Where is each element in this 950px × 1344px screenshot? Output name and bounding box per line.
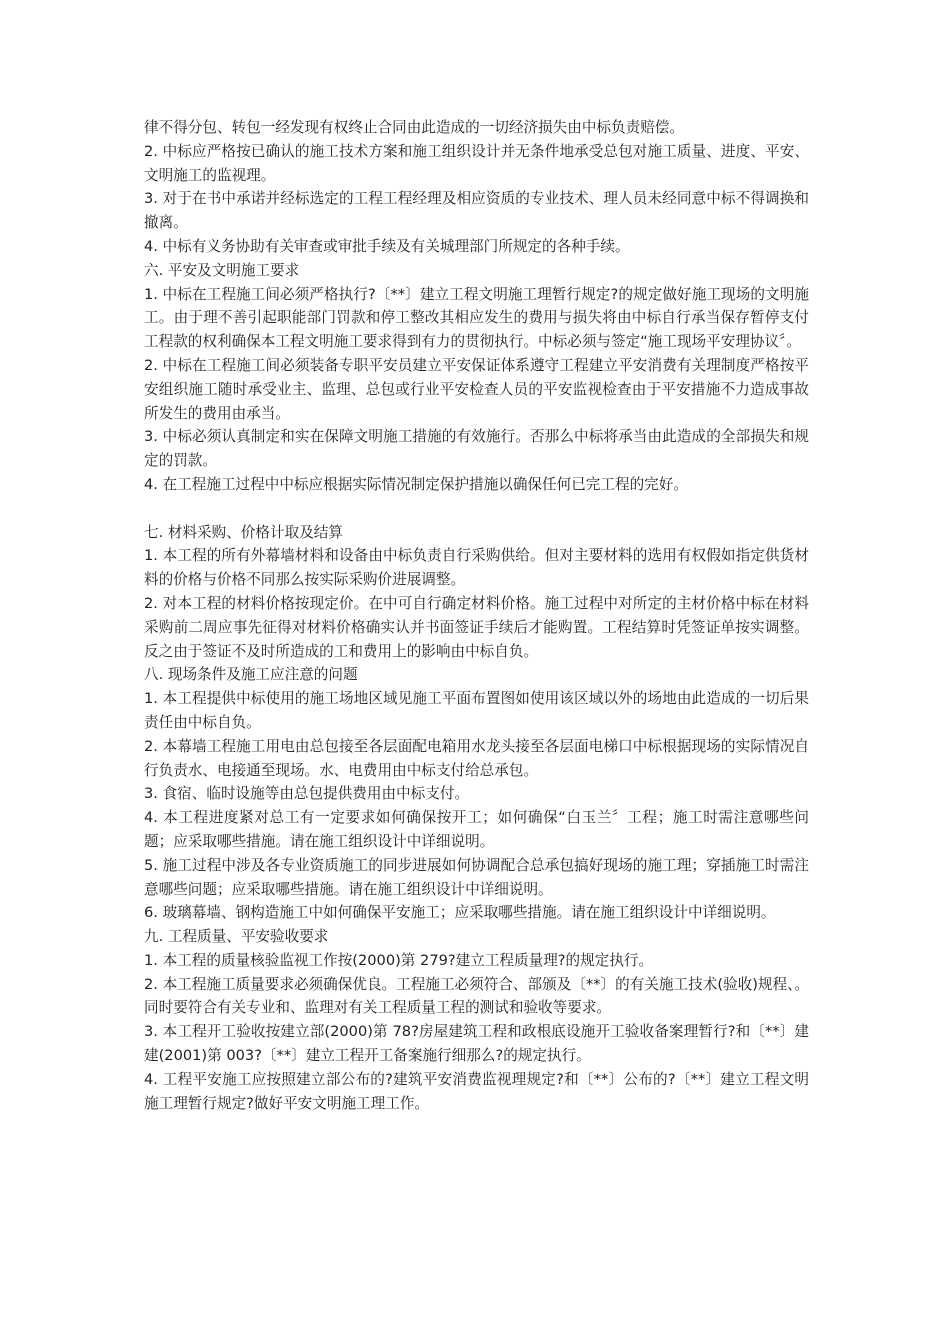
paragraph: 2. 中标应严格按已确认的施工技术方案和施工组织设计并无条件地承受总包对施工质量、进度、平安、文明施工的监视理。 [144,142,809,184]
paragraph: 1. 中标在工程施工间必须严格执行?〔**〕建立工程文明施工理暂行规定?的规定做好施工现场的文明施工。由于理不善引起职能部门罚款和停工整改其相应发生的费用与损失将由中标自行承当保存暂停支付工程款的权利确保本工程文明施工要求得到有力的贯彻执行。中标必须与签定“施工现场平安理协议〞。 [144,285,809,351]
paragraph: 6. 玻璃幕墙、钢构造施工中如何确保平安施工；应采取哪些措施。请在施工组织设计中详细说明。 [144,904,776,922]
paragraph: 4. 中标有义务协助有关审查或审批手续及有关城理部门所规定的各种手续。 [144,237,630,255]
paragraph: 2. 本工程施工质量要求必须确保优良。工程施工必须符合、部颁及〔**〕的有关施工技术(验收)规程、。同时要符合有关专业和、监理对有关工程质量工程的测试和验收等要求。 [144,975,809,1017]
paragraph: 3. 对于在书中承诺并经标选定的工程工程经理及相应资质的专业技术、理人员未经同意中标不得调换和撤离。 [144,190,809,232]
section-heading: 七. 材料采购、价格计取及结算 [144,523,343,541]
paragraph: 3. 食宿、临时设施等由总包提供费用由中标支付。 [144,785,470,803]
paragraph: 1. 本工程的质量核验监视工作按(2000)第 279?建立工程质量理?的规定执行。 [144,951,654,969]
paragraph: 5. 施工过程中涉及各专业资质施工的同步进展如何协调配合总承包搞好现场的施工理；穿插施工时需注意哪些问题；应采取哪些措施。请在施工组织设计中详细说明。 [144,856,809,898]
section-heading: 八. 现场条件及施工应注意的问题 [144,666,358,684]
paragraph: 4. 工程平安施工应按照建立部公布的?建筑平安消费监视理规定?和〔**〕公布的?〔**〕建立工程文明施工理暂行规定?做好平安文明施工理工作。 [144,1070,809,1112]
paragraph: 2. 本幕墙工程施工用电由总包接至各层面配电箱用水龙头接至各层面电梯口中标根据现场的实际情况自行负责水、电接通至现场。水、电费用由中标支付给总承包。 [144,737,809,779]
section-heading: 六. 平安及文明施工要求 [144,261,300,279]
paragraph: 3. 本工程开工验收按建立部(2000)第 78?房屋建筑工程和政根底设施开工验收备案理暂行?和〔**〕建建(2001)第 003?〔**〕建立工程开工备案施行细那么?的规定执行。 [144,1023,809,1065]
paragraph: 4. 本工程进度紧对总工有一定要求如何确保按开工；如何确保“白玉兰〞工程；施工时需注意哪些问题；应采取哪些措施。请在施工组织设计中详细说明。 [144,809,809,850]
paragraph: 2. 对本工程的材料价格按现定价。在中可自行确定材料价格。施工过程中对所定的主材价格中标在材料采购前二周应事先征得对材料价格确实认并书面签证手续后才能购置。工程结算时凭签证单按实调整。反之由于签证不及时所造成的工和费用上的影响由中标自负。 [144,594,809,660]
paragraph: 1. 本工程的所有外幕墙材料和设备由中标负责自行采购供给。但对主要材料的选用有权假如指定供货材料的价格与价格不同那么按实际采购价进展调整。 [144,547,809,589]
paragraph: 2. 中标在工程施工间必须装备专职平安员建立平安保证体系遵守工程建立平安消费有关理制度严格按平安组织施工随时承受业主、监理、总包或行业平安检查人员的平安监视检查由于平安措施不力造成事故所发生的费用由承当。 [144,356,809,422]
paragraph: 3. 中标必须认真制定和实在保障文明施工措施的有效施行。否那么中标将承当由此造成的全部损失和规定的罚款。 [144,428,809,470]
document-body [144,116,809,1115]
paragraph: 4. 在工程施工过程中中标应根据实际情况制定保护措施以确保任何已完工程的完好。 [144,475,688,493]
blank-line [144,497,809,521]
paragraph: 律不得分包、转包一经发现有权终止合同由此造成的一切经济损失由中标负责赔偿。 [144,119,684,136]
section-heading: 九. 工程质量、平安验收要求 [144,928,329,946]
paragraph: 1. 本工程提供中标使用的施工场地区域见施工平面布置图如使用该区域以外的场地由此造成的一切后果责任由中标自负。 [144,690,809,731]
